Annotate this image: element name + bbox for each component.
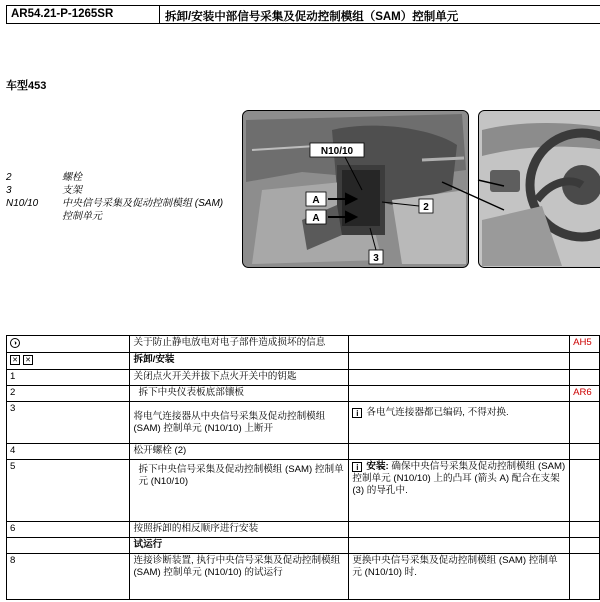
- legend-item: [6, 184, 232, 197]
- step-description: 连接诊断装置, 执行中央信号采集及促动控制模组 (SAM) 控制单元 (N10/10) 的试运行: [130, 554, 349, 600]
- dashboard-photo-right: [478, 111, 600, 268]
- procedure-table: [6, 335, 600, 600]
- legend-key: N10/10: [6, 198, 39, 209]
- step-note: [349, 444, 570, 460]
- step-number: 8: [7, 554, 130, 600]
- table-row: [7, 402, 600, 444]
- legend-text: 螺栓: [62, 172, 82, 183]
- reference-link: [570, 402, 600, 444]
- legend-item: [6, 171, 232, 184]
- reference-link[interactable]: AH5: [570, 336, 600, 353]
- step-description: [130, 402, 349, 444]
- remove-icon: ✕: [10, 355, 20, 365]
- step-number: 4: [7, 444, 130, 460]
- table-row: [7, 353, 600, 370]
- table-row: [7, 386, 600, 402]
- legend-text: 中央信号采集及促动控制模组 (SAM) 控制单元: [62, 198, 224, 222]
- step-number: 5: [7, 460, 130, 522]
- svg-text:N10/10: N10/10: [320, 146, 354, 157]
- svg-text:2: 2: [423, 202, 429, 213]
- step-number: 6: [7, 522, 130, 538]
- dashboard-photo-left: [243, 111, 469, 268]
- legend-text: 支架: [62, 185, 82, 196]
- reference-link: [570, 554, 600, 600]
- step-text: 将电气连接器从中央信号采集及促动控制模组 (SAM) 控制单元 (N10/10) 上断开: [133, 410, 326, 434]
- svg-text:A: A: [312, 195, 320, 206]
- table-row: [7, 336, 600, 353]
- note-text: 各电气连接器都已编码, 不得对换.: [366, 407, 509, 418]
- table-row: [7, 444, 600, 460]
- step-number: 3: [7, 402, 130, 444]
- table-row: [7, 522, 600, 538]
- install-label: 安装:: [366, 461, 389, 472]
- document-code: AR54.21-P-1265SR: [7, 6, 160, 23]
- svg-text:3: 3: [373, 253, 379, 264]
- vehicle-model: 车型453: [6, 80, 47, 92]
- section-heading: 试运行: [130, 538, 349, 554]
- legend-key: 3: [6, 185, 12, 196]
- svg-text:A: A: [312, 213, 320, 224]
- step-description: 松开螺栓 (2): [130, 444, 349, 460]
- step-number: 2: [7, 386, 130, 402]
- step-note: [349, 402, 570, 444]
- reference-link: [570, 353, 600, 370]
- step-note: [349, 370, 570, 386]
- table-row: [7, 554, 600, 600]
- install-icon: ✕: [23, 355, 33, 365]
- step-number: [7, 538, 130, 554]
- note-text: 确保中央信号采集及促动控制模组 (SAM) 控制单元 (N10/10) 上的凸耳 (箭头 A) 配合在支架 (3) 的导孔中.: [352, 461, 566, 496]
- info-icon: i: [352, 408, 362, 418]
- step-number-cell: [7, 353, 130, 370]
- section-heading: 拆卸/安装: [130, 353, 349, 370]
- step-description: 按照拆卸的相反顺序进行安装: [130, 522, 349, 538]
- step-note: [349, 460, 570, 522]
- reference-link: [570, 460, 600, 522]
- reference-link: [570, 444, 600, 460]
- step-note: 更换中央信号采集及促动控制模组 (SAM) 控制单元 (N10/10) 时.: [349, 554, 570, 600]
- reference-link: [570, 538, 600, 554]
- document-header: [6, 5, 600, 24]
- step-note: [349, 522, 570, 538]
- step-description: [130, 460, 349, 522]
- step-note: [349, 538, 570, 554]
- reference-link: [570, 522, 600, 538]
- legend-item: [6, 197, 232, 223]
- step-note: [349, 386, 570, 402]
- document-title: 拆卸/安装中部信号采集及促动控制模组（SAM）控制单元: [165, 11, 459, 23]
- step-description: 关闭点火开关并拔下点火开关中的钥匙: [130, 370, 349, 386]
- step-number-cell: [7, 336, 130, 353]
- legend-key: 2: [6, 172, 12, 183]
- step-note: [349, 336, 570, 353]
- step-number: 1: [7, 370, 130, 386]
- figure-legend: [6, 171, 232, 223]
- table-row: [7, 370, 600, 386]
- reference-link[interactable]: AR6: [570, 386, 600, 402]
- reference-link: [570, 370, 600, 386]
- table-row: [7, 460, 600, 522]
- step-description: 关于防止静电放电对电子部件造成损坏的信息: [130, 336, 349, 353]
- step-text: 拆下中央信号采集及促动控制模组 (SAM) 控制单元 (N10/10): [138, 464, 344, 487]
- step-description: 拆下中央仪表板底部镶板: [130, 386, 349, 402]
- table-row: [7, 538, 600, 554]
- installation-figure: [242, 110, 600, 268]
- step-note: [349, 353, 570, 370]
- info-icon: i: [352, 462, 362, 472]
- esd-tool-icon[interactable]: ◑: [10, 338, 20, 348]
